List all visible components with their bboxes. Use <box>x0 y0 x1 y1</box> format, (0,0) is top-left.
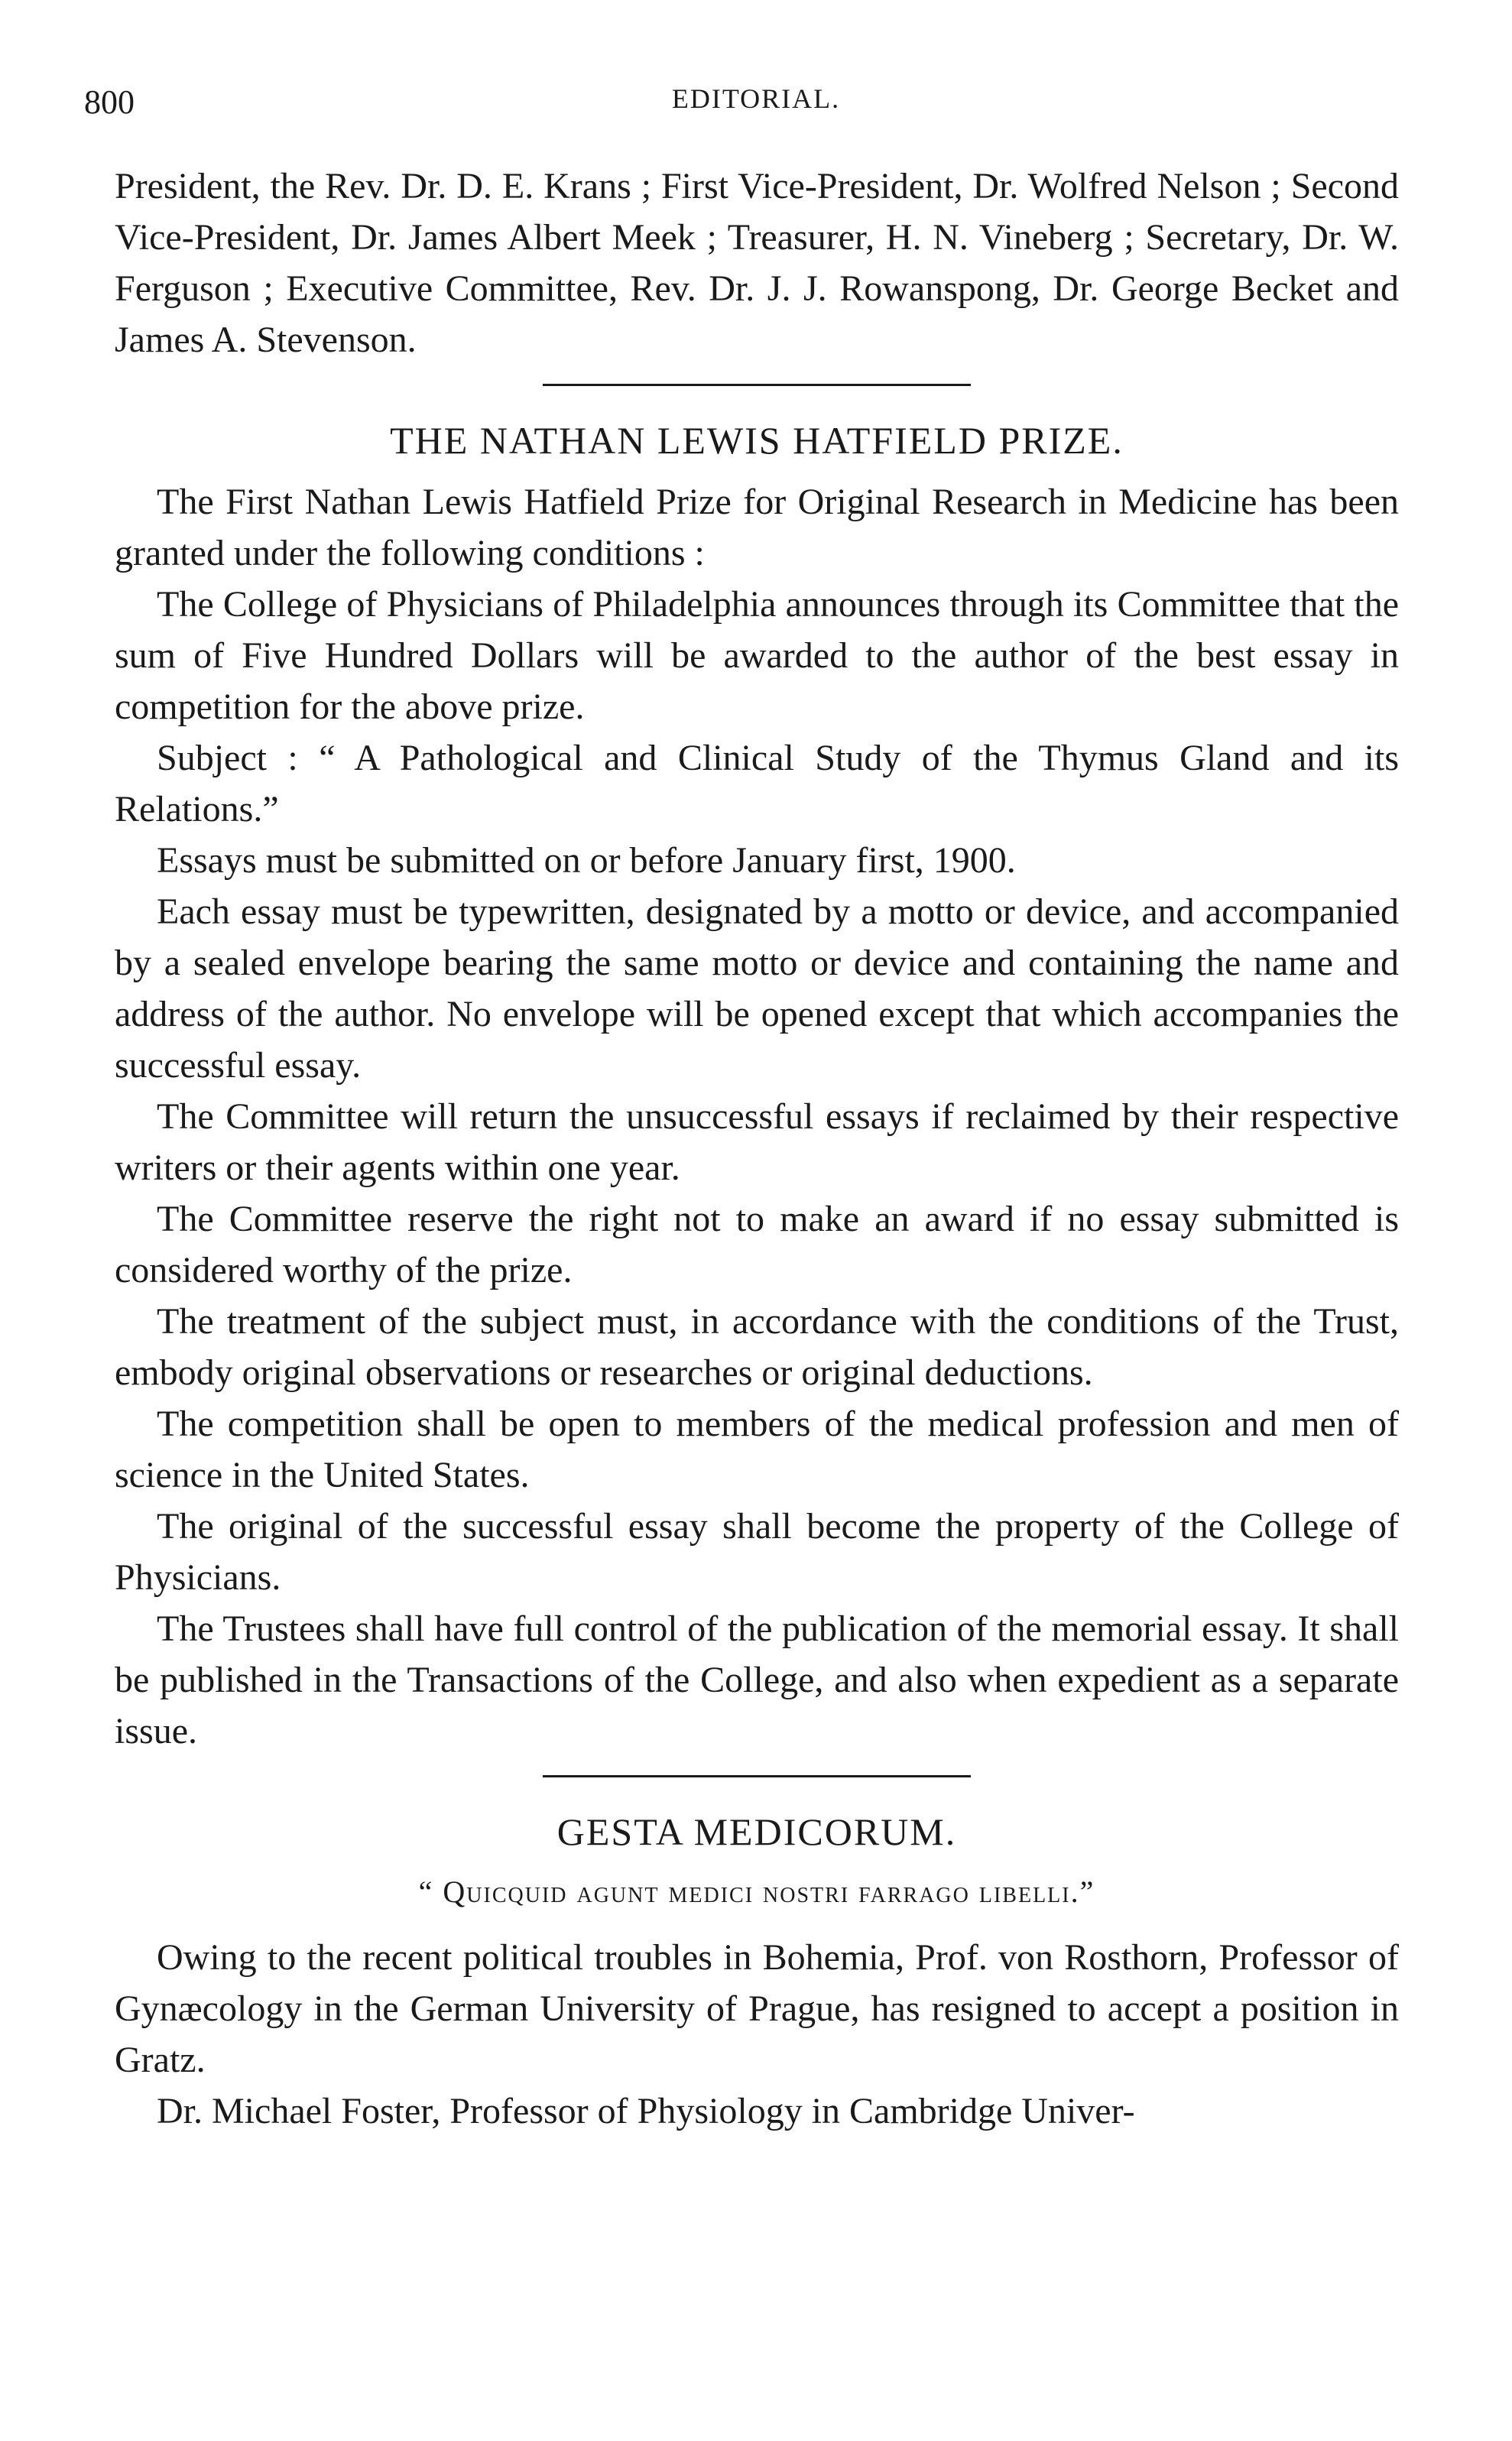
continuation-paragraph: President, the Rev. Dr. D. E. Krans ; First Vice-President, Dr. Wolfred Nelson ; Second Vice-President, Dr. James Albert Meek ; Treasurer, H. N. Vineberg ; Secretary, Dr. W. Ferguson ; Executive Committee, Rev. Dr. J. J. Rowanspong, Dr. George Becket and James A. Stevenson. <box>115 166 1399 360</box>
prize-paragraph: The Committee will return the unsuccessful essays if reclaimed by their respective writers or their agents within one year. <box>115 1096 1399 1188</box>
page-number: 800 <box>84 83 135 121</box>
prize-paragraph: Essays must be submitted on or before January first, 1900. <box>157 840 1016 881</box>
running-head <box>84 83 1428 128</box>
prize-paragraph: The College of Physicians of Philadelphia announces through its Committee that the sum of Five Hundred Dollars will be awarded to the author of the best essay in competition for the above prize. <box>115 584 1399 727</box>
section-divider <box>543 1775 971 1777</box>
running-title: EDITORIAL. <box>671 83 841 114</box>
prize-section-heading: THE NATHAN LEWIS HATFIELD PRIZE. <box>390 419 1124 462</box>
text-column <box>115 161 1399 2137</box>
prize-paragraph: Subject : “ A Pathological and Clinical Study of the Thymus Gland and its Relations.” <box>115 738 1399 829</box>
section-divider <box>543 384 971 386</box>
gesta-paragraph: Dr. Michael Foster, Professor of Physiology in Cambridge Univer- <box>157 2091 1135 2131</box>
prize-paragraph: The treatment of the subject must, in accordance with the conditions of the Trust, embody original observations or researches or original deductions. <box>115 1301 1399 1393</box>
section-motto: “ Quicquid agunt medici nostri farrago libelli.” <box>418 1875 1095 1909</box>
gesta-paragraph: Owing to the recent political troubles in Bohemia, Prof. von Rosthorn, Professor of Gynæcology in the German University of Prague, has resigned to accept a position in Gratz. <box>115 1937 1399 2080</box>
prize-paragraph: The Trustees shall have full control of the publication of the memorial essay. It shall be published in the Transactions of the College, and also when expedient as a separate issue. <box>115 1608 1399 1751</box>
prize-paragraph: The First Nathan Lewis Hatfield Prize for Original Research in Medicine has been granted under the following conditions : <box>115 482 1399 573</box>
prize-paragraph: The competition shall be open to members of the medical profession and men of science in the United States. <box>115 1404 1399 1495</box>
gesta-section-heading: GESTA MEDICORUM. <box>556 1810 957 1853</box>
prize-paragraph: The original of the successful essay shall become the property of the College of Physicians. <box>115 1506 1399 1598</box>
prize-paragraph: Each essay must be typewritten, designated by a motto or device, and accompanied by a sealed envelope bearing the same motto or device and containing the name and address of the author. No envelope will be opened except that which accompanies the successful essay. <box>115 891 1399 1086</box>
prize-paragraph: The Committee reserve the right not to make an award if no essay submitted is considered worthy of the prize. <box>115 1199 1399 1290</box>
